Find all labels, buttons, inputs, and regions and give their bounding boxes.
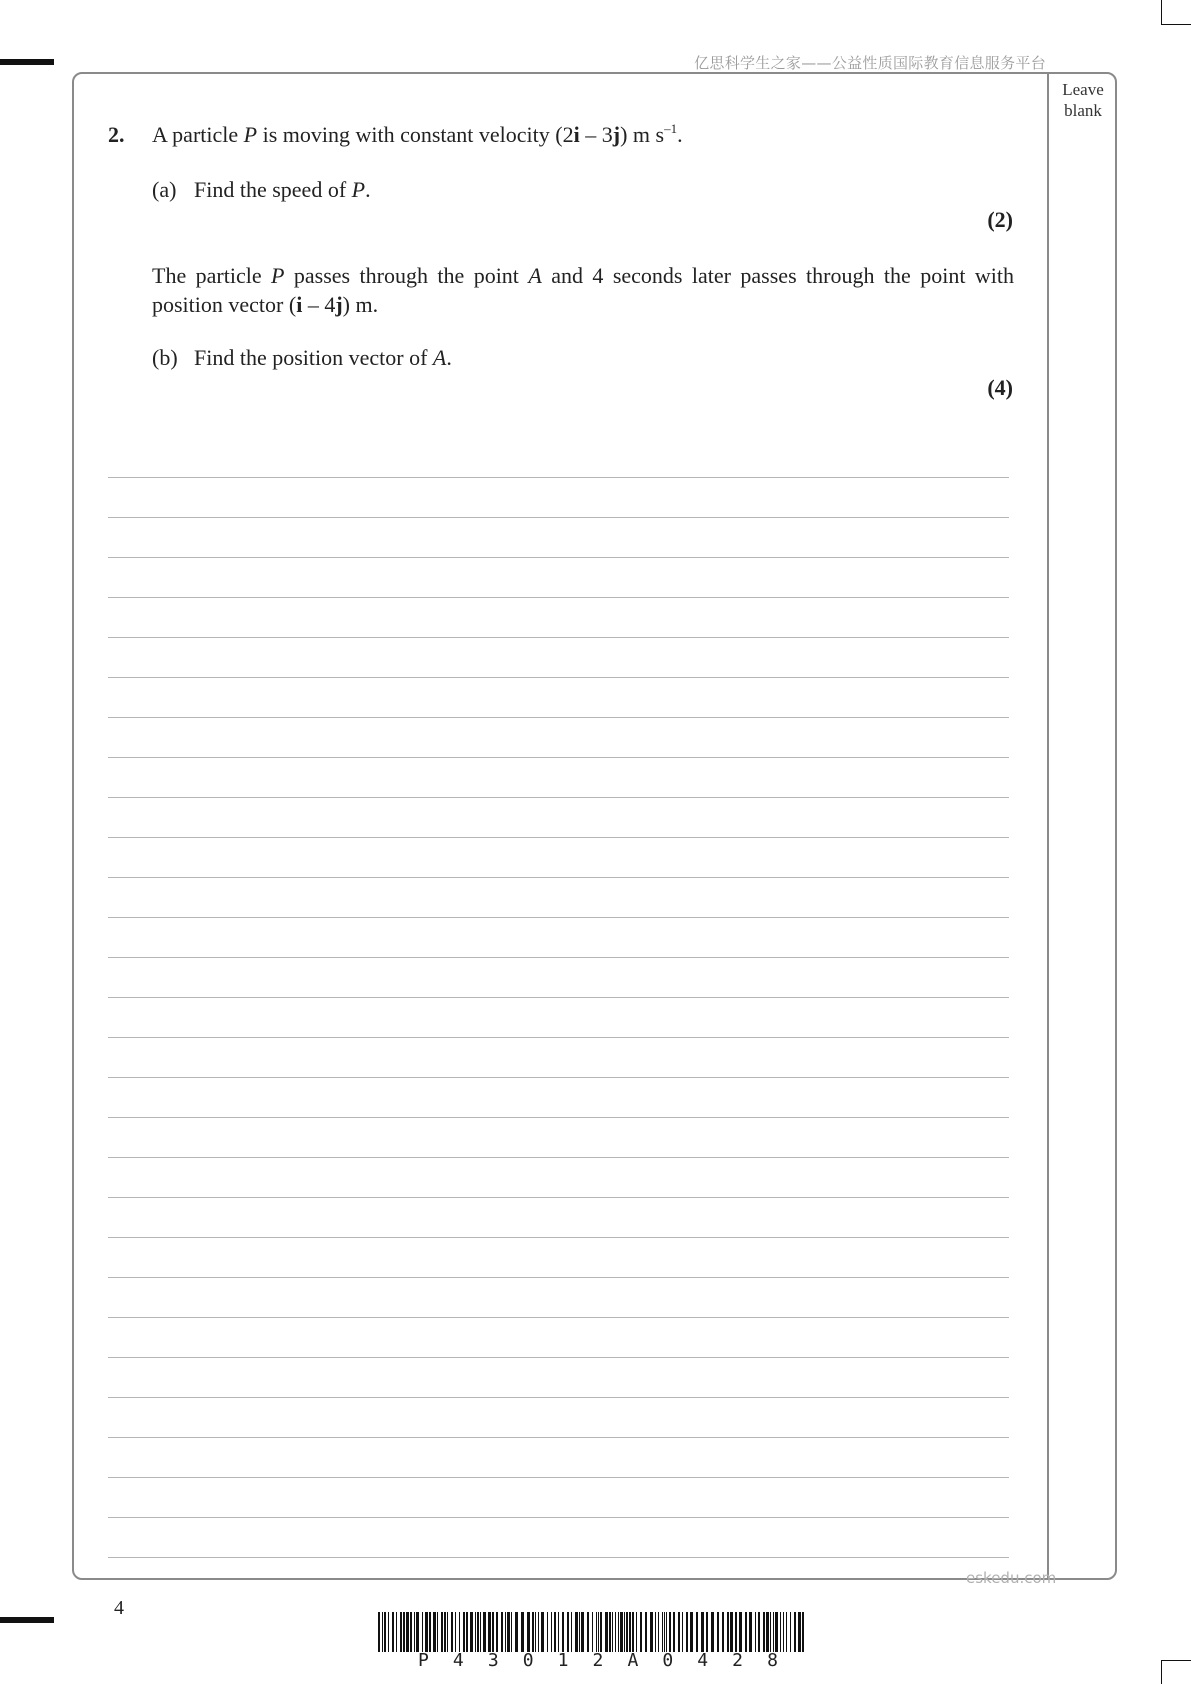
barcode-bar xyxy=(579,1612,580,1652)
answer-line[interactable] xyxy=(108,1238,1009,1278)
barcode-bar xyxy=(392,1612,394,1652)
barcode-bar xyxy=(581,1612,584,1652)
barcode-bar xyxy=(629,1612,631,1652)
barcode-bar xyxy=(554,1612,556,1652)
question-stem: A particle P is moving with constant velocity (2i – 3j) m $s^{-1}$. xyxy=(152,121,683,147)
footer-watermark: eskedu.com xyxy=(966,1569,1057,1587)
barcode-bar xyxy=(755,1612,756,1652)
barcode-bar xyxy=(422,1612,423,1652)
barcode-bar xyxy=(717,1612,719,1652)
barcode-bar xyxy=(701,1612,704,1652)
barcode-bar xyxy=(562,1612,564,1652)
part-a-text: Find the speed of P. xyxy=(194,177,371,202)
barcode-bar xyxy=(645,1612,647,1652)
part-b-label: (b) xyxy=(152,345,178,370)
barcode-bar xyxy=(696,1612,698,1652)
barcode-bar xyxy=(669,1612,671,1652)
barcode-bar xyxy=(535,1612,536,1652)
part-b-text: Find the position vector of A. xyxy=(194,345,452,370)
barcode-bar xyxy=(618,1612,619,1652)
answer-line[interactable] xyxy=(108,798,1009,838)
barcode-bar xyxy=(632,1612,634,1652)
barcode-bar xyxy=(396,1612,397,1652)
barcode-bar xyxy=(666,1612,667,1652)
barcode-bar xyxy=(626,1612,628,1652)
barcode-bar xyxy=(682,1612,683,1652)
crop-mark-top-right-h xyxy=(1161,0,1162,24)
barcode-bar xyxy=(658,1612,659,1652)
barcode-bar xyxy=(403,1612,405,1652)
barcode-bar xyxy=(730,1612,733,1652)
part-a-marks: (2) xyxy=(987,207,1013,232)
barcode-bar xyxy=(612,1612,613,1652)
barcode-char: 2 xyxy=(592,1650,604,1671)
barcode-bar xyxy=(650,1612,653,1652)
barcode-bar xyxy=(410,1612,412,1652)
answer-line[interactable] xyxy=(108,678,1009,718)
barcode-bar xyxy=(780,1612,781,1652)
answer-line[interactable] xyxy=(108,838,1009,878)
barcode-char: 0 xyxy=(662,1650,674,1671)
barcode-bar xyxy=(662,1612,663,1652)
answer-line[interactable] xyxy=(108,1158,1009,1198)
barcode-bar xyxy=(727,1612,729,1652)
barcode-bar xyxy=(521,1612,524,1652)
leave-blank-line2: blank xyxy=(1064,101,1102,120)
barcode-bar xyxy=(480,1612,481,1652)
crop-mark-top-right-v xyxy=(1161,24,1191,25)
barcode-bar xyxy=(477,1612,479,1652)
barcode-bar xyxy=(571,1612,572,1652)
barcode-bar xyxy=(488,1612,491,1652)
barcode-bar xyxy=(501,1612,503,1652)
barcode-bar xyxy=(775,1612,778,1652)
barcode-bar xyxy=(459,1612,460,1652)
answer-line[interactable] xyxy=(108,998,1009,1038)
barcode-bar xyxy=(722,1612,724,1652)
barcode-bar xyxy=(794,1612,796,1652)
leave-blank-line1: Leave xyxy=(1062,80,1104,99)
barcode-char: 4 xyxy=(697,1650,709,1671)
barcode-bar xyxy=(745,1612,747,1652)
answer-line[interactable] xyxy=(108,1038,1009,1078)
barcode-bar xyxy=(790,1612,791,1652)
barcode-bar xyxy=(609,1612,611,1652)
crop-mark-bottom-right-h xyxy=(1161,1660,1191,1661)
crop-mark-top-left xyxy=(0,59,54,65)
barcode-bar xyxy=(475,1612,476,1652)
answer-line[interactable] xyxy=(108,918,1009,958)
barcode-bar xyxy=(587,1612,589,1652)
barcode-bar xyxy=(505,1612,506,1652)
barcode-bar xyxy=(463,1612,465,1652)
barcode-bar xyxy=(770,1612,771,1652)
answer-line[interactable] xyxy=(108,1318,1009,1358)
answer-line[interactable] xyxy=(108,1438,1009,1478)
answer-line[interactable] xyxy=(108,958,1009,998)
answer-line[interactable] xyxy=(108,1358,1009,1398)
barcode-char: 1 xyxy=(557,1650,569,1671)
barcode-bar xyxy=(706,1612,708,1652)
answer-line[interactable] xyxy=(108,518,1009,558)
barcode-bar xyxy=(466,1612,468,1652)
barcode-bar xyxy=(620,1612,623,1652)
barcode-bar xyxy=(425,1612,428,1652)
barcode-bar xyxy=(507,1612,510,1652)
page-number: 4 xyxy=(114,1597,124,1619)
answer-line[interactable] xyxy=(108,1198,1009,1238)
crop-mark-bottom-left xyxy=(0,1617,54,1623)
barcode-bar xyxy=(624,1612,625,1652)
answer-line[interactable] xyxy=(108,1518,1009,1558)
barcode-bar xyxy=(496,1612,498,1652)
barcode-bar xyxy=(378,1612,380,1652)
barcode-bar xyxy=(605,1612,608,1652)
barcode-bar xyxy=(592,1612,593,1652)
barcode-bar xyxy=(433,1612,436,1652)
question-number: 2. xyxy=(108,122,125,147)
barcode-bar xyxy=(766,1612,769,1652)
answer-line[interactable] xyxy=(108,1278,1009,1318)
barcode-bar xyxy=(558,1612,559,1652)
answer-lines[interactable] xyxy=(108,438,1009,1558)
barcode-bar xyxy=(483,1612,486,1652)
barcode-bar xyxy=(575,1612,578,1652)
barcode-bar xyxy=(735,1612,737,1652)
leave-blank-label xyxy=(1050,79,1116,121)
barcode-text xyxy=(418,1650,778,1671)
barcode-bar xyxy=(673,1612,675,1652)
barcode-bar xyxy=(686,1612,688,1652)
barcode-bar xyxy=(551,1612,552,1652)
header-watermark: 亿思科学生之家——公益性质国际教育信息服务平台 xyxy=(694,54,1046,72)
barcode-bar xyxy=(447,1612,448,1652)
part-b-marks: (4) xyxy=(987,375,1013,400)
barcode-bar xyxy=(547,1612,548,1652)
answer-line[interactable] xyxy=(108,438,1009,478)
barcode-bar xyxy=(515,1612,518,1652)
barcode-bar xyxy=(786,1612,787,1652)
barcode-bar xyxy=(538,1612,539,1652)
barcode-bar xyxy=(567,1612,569,1652)
answer-line[interactable] xyxy=(108,558,1009,598)
barcode-char: A xyxy=(627,1650,639,1671)
barcode-bar xyxy=(615,1612,616,1652)
barcode-bar xyxy=(470,1612,473,1652)
answer-line[interactable] xyxy=(108,598,1009,638)
barcode-bar xyxy=(596,1612,597,1652)
barcode-bar xyxy=(600,1612,602,1652)
barcode-bar xyxy=(678,1612,680,1652)
barcode-char: 3 xyxy=(487,1650,499,1671)
barcode-char: 8 xyxy=(767,1650,778,1671)
answer-line[interactable] xyxy=(108,1398,1009,1438)
barcode-char: 0 xyxy=(522,1650,534,1671)
barcode-bar xyxy=(783,1612,784,1652)
answer-line[interactable] xyxy=(108,758,1009,798)
barcode-bar xyxy=(400,1612,402,1652)
barcode-bar xyxy=(636,1612,637,1652)
barcode-bar xyxy=(798,1612,801,1652)
barcode-bar xyxy=(532,1612,534,1652)
barcode-bar xyxy=(527,1612,530,1652)
barcode-bar xyxy=(382,1612,383,1652)
barcode-bar xyxy=(664,1612,665,1652)
barcode-bar xyxy=(763,1612,765,1652)
barcode-char: 2 xyxy=(732,1650,743,1671)
barcode-bar xyxy=(690,1612,693,1652)
barcode-bar xyxy=(511,1612,512,1652)
question-info: The particle P passes through the point A and 4 seconds later passes through the point with position vector (i – 4j) m. xyxy=(152,263,1014,317)
barcode-bar xyxy=(758,1612,760,1652)
answer-line[interactable] xyxy=(108,1078,1009,1118)
barcode-bar xyxy=(384,1612,386,1652)
barcode-bar xyxy=(416,1612,419,1652)
barcode-bar xyxy=(749,1612,752,1652)
barcode-bar xyxy=(451,1612,453,1652)
margin-divider xyxy=(1047,74,1049,1580)
barcode-bar xyxy=(640,1612,642,1652)
barcode-bar xyxy=(711,1612,714,1652)
barcode-bar xyxy=(437,1612,438,1652)
barcode xyxy=(378,1612,810,1652)
crop-mark-bottom-right-v xyxy=(1161,1660,1162,1684)
barcode-bar xyxy=(455,1612,456,1652)
answer-line[interactable] xyxy=(108,1118,1009,1158)
answer-line[interactable] xyxy=(108,638,1009,678)
barcode-bar xyxy=(739,1612,742,1652)
barcode-bar xyxy=(429,1612,431,1652)
barcode-char: P xyxy=(418,1650,429,1671)
barcode-bar xyxy=(444,1612,446,1652)
barcode-bar xyxy=(441,1612,443,1652)
barcode-bar xyxy=(655,1612,656,1652)
answer-line[interactable] xyxy=(108,878,1009,918)
barcode-char: 4 xyxy=(452,1650,464,1671)
barcode-bar xyxy=(406,1612,409,1652)
barcode-bar xyxy=(414,1612,415,1652)
answer-line[interactable] xyxy=(108,1478,1009,1518)
barcode-bar xyxy=(802,1612,804,1652)
barcode-bar xyxy=(773,1612,774,1652)
barcode-bar xyxy=(598,1612,599,1652)
barcode-bar xyxy=(492,1612,494,1652)
barcode-bar xyxy=(388,1612,389,1652)
answer-line[interactable] xyxy=(108,718,1009,758)
part-a-label: (a) xyxy=(152,177,177,202)
answer-line[interactable] xyxy=(108,478,1009,518)
barcode-bar xyxy=(541,1612,544,1652)
